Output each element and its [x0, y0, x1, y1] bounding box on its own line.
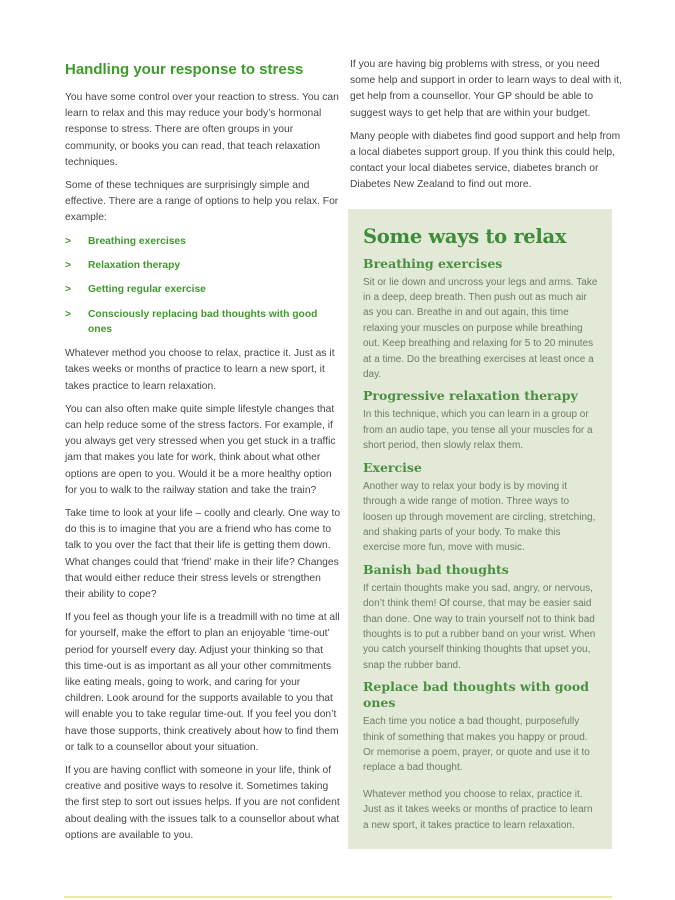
paragraph: Whatever method you choose to relax, practice it. Just as it takes weeks or months of practice to learn a new sport, it takes practice to learn relaxation.: [65, 348, 335, 392]
bullet-marker: >: [65, 284, 72, 296]
section-body: If certain thoughts make you sad, angry, or nervous, don’t think them! Of course, that may be easier said than done. One way to train yourself not to think bad thoughts is to put a rubber band on your wrist. When you catch yourself thinking thoughts that upset you, snap the rubber band.: [363, 582, 596, 671]
list-item: [65, 234, 341, 249]
list-item-label: Consciously replacing bad thoughts with good ones: [88, 308, 318, 335]
list-item: [65, 258, 341, 273]
paragraph: Some of these techniques are surprisingly simple and effective. There are a range of options to help you relax. For example:: [65, 180, 339, 224]
box-title: Some ways to relax: [363, 224, 567, 248]
paragraph: You have some control over your reaction to stress. You can learn to relax and this may reduce your body’s hormonal response to stress. There are often groups in your community, or books you can read, that teach relaxation techniques.: [65, 92, 339, 168]
left-column: [65, 57, 341, 851]
list-item-label: Breathing exercises: [88, 235, 186, 247]
paragraph: Take time to look at your life – coolly and clearly. One way to do this is to imagine that you are a friend who has come to talk to you over the fact that their life is getting them down. What changes could that ‘friend’ make in their life? Changes that would either reduce their stress levels or strengthen their ability to cope?: [65, 507, 341, 600]
section-heading-exercise: Exercise: [363, 459, 422, 475]
paragraph: If you are having big problems with stress, or you need some help and support in order to learn ways to deal with it, get help from a counsellor. Your GP should be able to suggest ways to get help that are within your budget.: [350, 59, 622, 119]
bullet-marker: >: [65, 235, 72, 247]
paragraph: If you feel as though your life is a treadmill with no time at all for yourself, make the effort to plan an enjoyable ‘time-out’ period for yourself every day. Adjust your thinking so that this time-out is as important as all your other commitments like eating meals, going to work, and caring for your children. Look around for the supports available to you that will enable you to take regular time-out. If you feel you don’t have those supports, think creatively about how to find them or talk to a counsellor about your situation.: [65, 612, 340, 753]
section-heading-replace-bad-thoughts: Replace bad thoughts with good ones: [363, 679, 589, 711]
paragraph: You can also often make quite simple lifestyle changes that can help reduce some of the stress factors. For example, if you always get very stressed when you get stuck in a traffic jam that makes you late for work, think about what other options are open to you. Would it be a more healthy option for you to walk to the railway station and take the train?: [65, 403, 336, 496]
right-column: [350, 57, 624, 849]
list-item: [65, 282, 341, 297]
bullet-marker: >: [65, 308, 72, 320]
paragraph: If you are having conflict with someone in your life, think of creative and positive ways to resolve it. Sometimes taking the first step to sort out issues helps. If you are not confident about dealing with the issues talk to a counsellor about what options are available to you.: [65, 764, 340, 841]
footer-divider: [64, 896, 612, 898]
list-item-label: Relaxation therapy: [88, 259, 181, 271]
section-heading-banish-bad-thoughts: Banish bad thoughts: [363, 561, 509, 577]
section-heading-progressive-relaxation-therapy: Progressive relaxation therapy: [363, 388, 578, 404]
paragraph: Many people with diabetes find good support and help from a local diabetes support group. If you think this could help, contact your local diabetes service, diabetes branch or Diabetes New Zealand to find out more.: [350, 130, 621, 191]
relax-options-list: [65, 234, 341, 337]
page-title: Handling your response to stress: [65, 61, 304, 78]
section-body: Another way to relax your body is by moving it through a wide range of motion. Three ways to loosen up through movement are circling, stretching, and shaking parts of your body. To make this exercise more fun, move with music.: [363, 480, 596, 554]
section-body: Each time you notice a bad thought, purposefully think of something that makes you happy or proud. Or memorise a poem, prayer, or quote and use it to replace a bad thought.: [363, 716, 590, 774]
box-closing-paragraph: Whatever method you choose to relax, practice it. Just as it takes weeks or months of practice to learn a new sport, it takes practice to learn relaxation.: [363, 788, 593, 831]
list-item-label: Getting regular exercise: [88, 284, 206, 296]
bullet-marker: >: [65, 259, 72, 271]
some-ways-to-relax-box: [348, 209, 612, 849]
section-heading-breathing-exercises: Breathing exercises: [363, 255, 503, 271]
list-item: [65, 307, 341, 338]
section-body: In this technique, which you can learn in a group or from an audio tape, you tense all your muscles for a short period, then slowly relax them.: [363, 409, 593, 452]
section-body: Sit or lie down and uncross your legs and arms. Take in a deep, deep breath. Then push out as much air as you can. Breathe in and out again, this time relaxing your muscles on purpose while breathing out. Keep breathing and relaxing for 5 to 20 minutes at a time. Do the breathing exercises at least once a day.: [363, 276, 598, 381]
